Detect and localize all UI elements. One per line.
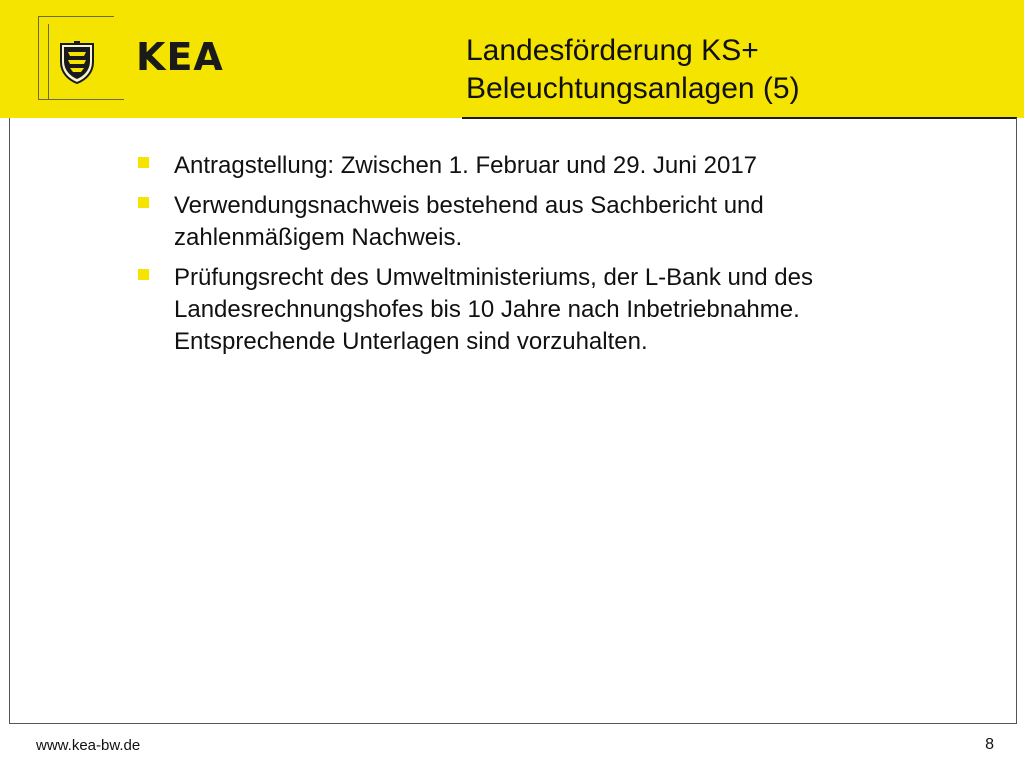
bullet-text: Entsprechende Unterlagen sind vorzuhalten.: [174, 328, 648, 355]
bullet-item: [134, 150, 954, 182]
footer-url-link[interactable]: www.kea-bw.de: [36, 737, 141, 754]
bullet-text: zahlenmäßigem Nachweis.: [174, 224, 463, 251]
square-bullet-icon: [138, 197, 149, 208]
brand-logo-text: KEA: [136, 35, 224, 79]
bullet-text: Landesrechnungshofes bis 10 Jahre nach Inbetriebnahme.: [174, 296, 800, 323]
coat-of-arms-icon: [58, 40, 96, 84]
bullet-list: [134, 150, 954, 366]
bullet-text: Verwendungsnachweis bestehend aus Sachbericht und: [174, 192, 764, 219]
slide-title-line-1: Landesförderung KS+: [466, 34, 759, 67]
slide-title: [466, 32, 800, 108]
slide-title-line-2: Beleuchtungsanlagen (5): [466, 72, 800, 105]
page-number: 8: [985, 736, 994, 753]
bullet-text: Prüfungsrecht des Umweltministeriums, der L-Bank und des: [174, 264, 813, 291]
square-bullet-icon: [138, 269, 149, 280]
bullet-item: [134, 262, 954, 358]
bullet-text: Antragstellung: Zwischen 1. Februar und 29. Juni 2017: [174, 152, 758, 179]
square-bullet-icon: [138, 157, 149, 168]
bullet-item: [134, 190, 954, 254]
